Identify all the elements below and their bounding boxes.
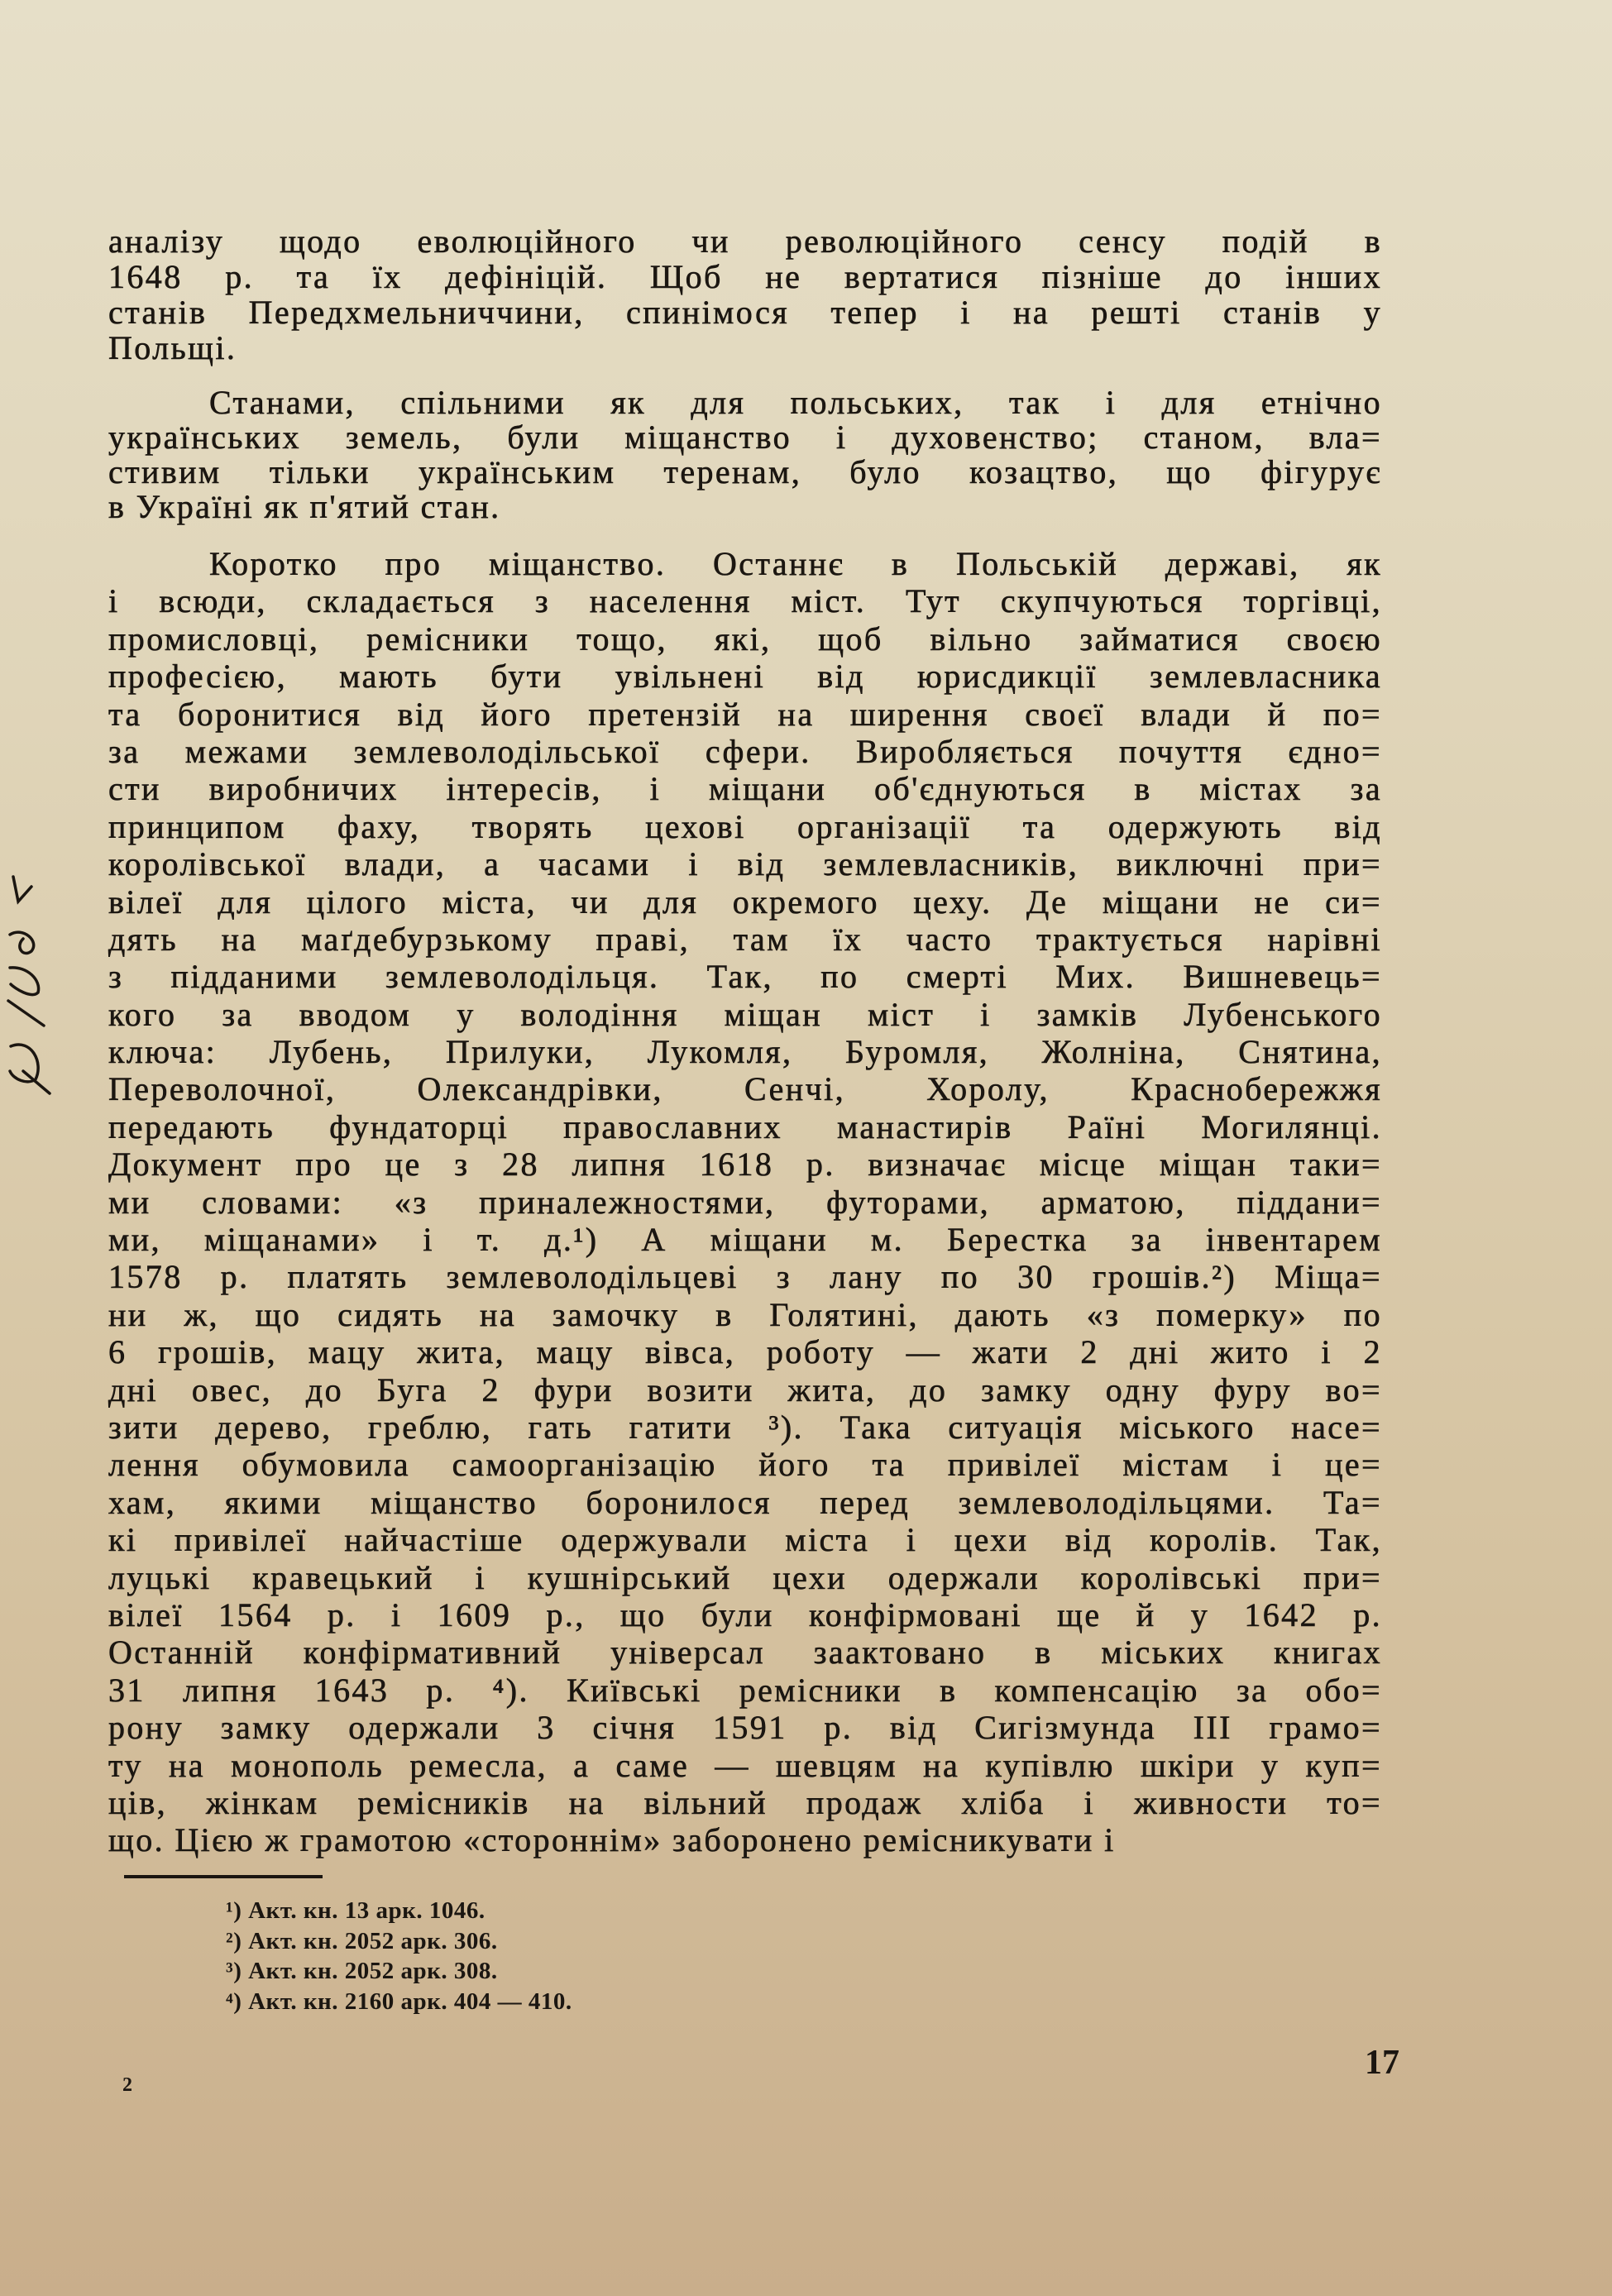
text-line: вілеї 1564 р. і 1609 р., що були конфірмовані ще й у 1642 р. (108, 1595, 1382, 1634)
text-line: луцькі кравецький і кушнірський цехи одержали королівські при= (108, 1558, 1382, 1596)
paragraph-1 (108, 223, 1382, 366)
text-line: зити дерево, греблю, гать гатити ³). Така ситуація міського насе= (108, 1408, 1382, 1446)
text-line: дять на маґдебурзькому праві, там їх часто трактується нарівні (108, 920, 1382, 958)
footnote-divider (124, 1875, 323, 1878)
text-line: 1578 р. платять землеволодільцеві з лану по 30 грошів.²) Міща= (108, 1258, 1382, 1296)
text-line: та боронитися від його претензій на ширення своєї влади й по= (108, 695, 1382, 733)
footnote-3: ³) Акт. кн. 2052 арк. 308. (226, 1958, 498, 1984)
text-line: і всюди, складається з населення міст. Тут скупчуються торгівці, (108, 582, 1382, 620)
text-line: 6 грошів, мацу жита, мацу вівса, роботу — жати 2 дні жито і 2 (108, 1333, 1382, 1371)
text-line: за межами землеволодільської сфери. Виробляється почуття єдно= (108, 732, 1382, 770)
text-line: рону замку одержали 3 січня 1591 р. від Сигізмунда III грамо= (108, 1709, 1382, 1747)
footnote-4: ⁴) Акт. кн. 2160 арк. 404 — 410. (226, 1987, 572, 2015)
text-line: хам, якими міщанство боронилося перед землеволодільцями. Та= (108, 1483, 1382, 1521)
text-line: промисловці, ремісники тощо, які, щоб вільно займатися своєю (108, 619, 1382, 658)
text-line: дні овес, до Буга 2 фури возити жита, до замку одну фуру во= (108, 1370, 1382, 1409)
footnote-2: ²) Акт. кн. 2052 арк. 306. (226, 1927, 498, 1954)
handwritten-margin-note-icon (7, 868, 65, 1108)
footnotes (226, 1896, 572, 2016)
text-line: ців, жінкам ремісників на вільний продаж хліба і живности то= (108, 1783, 1382, 1821)
text-line: вілеї для цілого міста, чи для окремого цеху. Де міщани не си= (108, 883, 1382, 921)
text-line: Станами, спільними як для польських, так і для етнічно (209, 384, 1382, 421)
text-line: 31 липня 1643 р. ⁴). Київські ремісники в компенсацію за обо= (108, 1671, 1382, 1709)
text-line: ту на монополь ремесла, а саме — шевцям на купівлю шкіри у куп= (108, 1746, 1382, 1784)
text-line: ми словами: «з приналежностями, футорами, арматою, піддани= (108, 1183, 1382, 1221)
text-line: Коротко про міщанство. Останнє в Польській державі, як (209, 545, 1382, 582)
text-line: ни ж, що сидять на замочку в Голятині, дають «з померку» по (108, 1295, 1382, 1333)
text-line: українських земель, були міщанство і духовенство; станом, вла= (108, 419, 1382, 456)
text-line: лення обумовила самоорганізацію його та привілеї містам і це= (108, 1446, 1382, 1484)
text-line: ключа: Лубень, Прилуки, Лукомля, Буромля, Жолніна, Снятина, (108, 1033, 1382, 1071)
text-line: стивим тільки українським теренам, було козацтво, що фігурує (108, 453, 1382, 490)
text-line: Польщі. (108, 329, 237, 366)
text-line: сти виробничих інтересів, і міщани об'єднуються в містах за (108, 770, 1382, 808)
text-line: 1648 р. та їх дефініцій. Щоб не вертатися пізніше до інших (108, 258, 1382, 295)
text-line: Переволочної, Олександрівки, Сенчі, Хоролу, Краснобережжя (108, 1070, 1382, 1108)
text-line: в Україні як п'ятий стан. (108, 488, 501, 525)
text-line: кі привілеї найчастіше одержували міста і цехи від королів. Так, (108, 1521, 1382, 1559)
paragraph-2 (108, 385, 1382, 524)
text-line: станів Передхмельниччини, спинімося тепер і на решті станів у (108, 294, 1382, 331)
text-line: передають фундаторці православних манастирів Раїні Могилянці. (108, 1107, 1382, 1146)
signature-mark: 2 (122, 2074, 132, 2096)
text-line: Останній конфірмативний універсал заактовано в міських книгах (108, 1634, 1382, 1672)
text-line: кого за вводом у володіння міщан міст і замків Лубенського (108, 995, 1382, 1033)
text-line: що. Цією ж грамотою «стороннім» заборонено ремісникувати і (108, 1821, 1116, 1859)
text-line: ми, міщанами» і т. д.¹) А міщани м. Берестка за інвентарем (108, 1221, 1382, 1259)
text-line: професією, мають бути увільнені від юрисдикції землевласника (108, 658, 1382, 696)
paragraph-3 (108, 545, 1382, 1859)
text-line: аналізу щодо еволюційного чи революційного сенсу подій в (108, 222, 1382, 260)
text-line: принципом фаху, творять цехові організації та одержують від (108, 807, 1382, 845)
text-line: Документ про це з 28 липня 1618 р. визначає місце міщан таки= (108, 1146, 1382, 1184)
footnote-1: ¹) Акт. кн. 13 арк. 1046. (226, 1897, 486, 1924)
text-line: королівської влади, а часами і від землевласників, виключні при= (108, 845, 1382, 883)
page-number: 17 (1365, 2044, 1399, 2082)
text-line: з підданими землеволодільця. Так, по смерті Мих. Вишневець= (108, 958, 1382, 996)
